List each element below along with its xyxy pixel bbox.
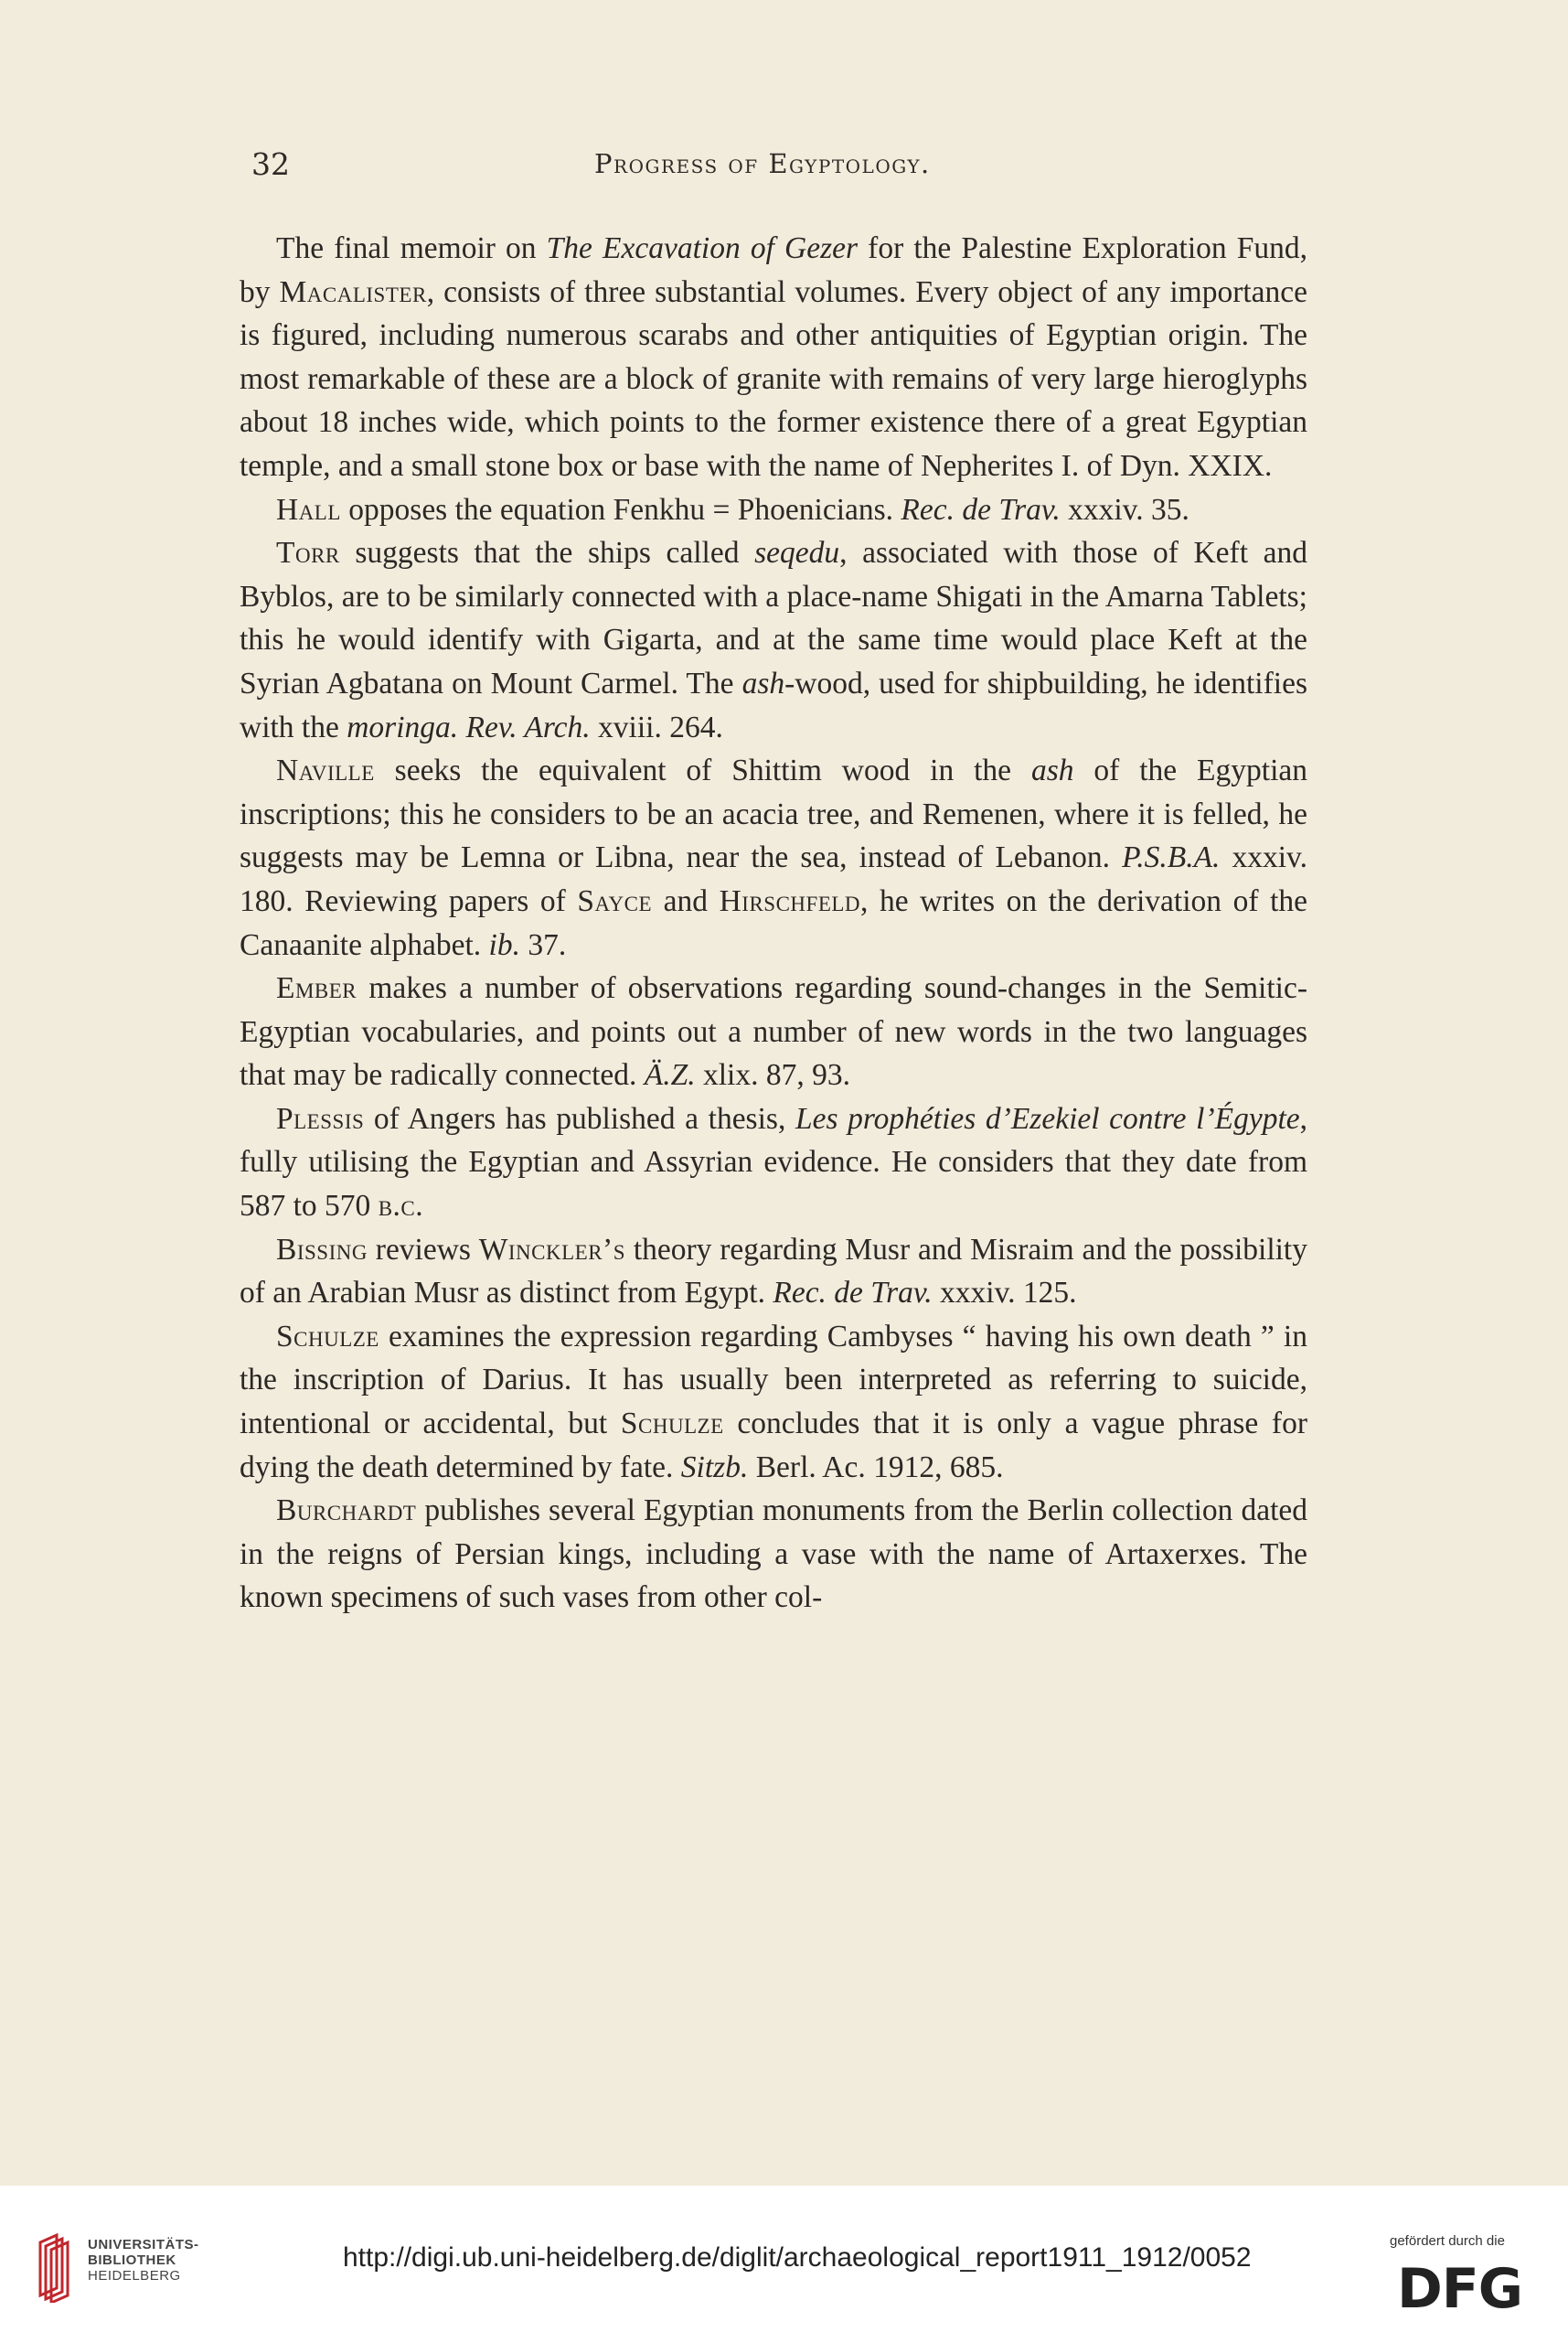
author-name: Burchardt [276,1493,417,1528]
text-run: theory regarding Musr and Misraim and the possibility of an Arabian Musr as distinct from Egypt. [240,1232,1307,1311]
text-run: xviii. 264. [590,710,723,744]
paragraph [240,1228,1307,1315]
digitization-footer [0,2186,1568,2343]
text-run: suggests that the ships called [339,536,755,571]
text-run: publishes several Egyptian monuments from the Berlin collection dated in the reigns of Persian kings, including a vase with the name of Artaxerxes. The known specimens of such vases from other col- [240,1493,1307,1615]
italic-text: ash [1030,754,1074,788]
text-run: , consists of three substantial volumes. Every object of any importance is figured, including numerous scarabs and other antiquities of Egyptian origin. The most remarkable of these are a block of granite with remains of very large hieroglyphs about 18 inches wide, which points to the former existence there of a great Egyptian temple, and a small stone box or base with the name of Nepherites I. of Dyn. XXIX. [240,274,1308,483]
text-run: reviews [367,1232,479,1267]
permalink-url[interactable]: http://digi.ub.uni-heidelberg.de/diglit/archaeological_report1911_1912/0052 [343,2242,1252,2273]
text-run: xxxiv. 125. [932,1276,1077,1311]
text-run: examines the expression regarding Cambyses “ having his own death ” in the inscription of Darius. It has usually been interpreted as referring to suicide, intentional or accidental, but [240,1319,1307,1441]
text-run: xxxiv. 35. [1060,492,1189,527]
paragraph [240,749,1307,967]
italic-text: ash [741,666,785,701]
author-name: Sayce [577,883,653,918]
text-run: -wood, used for shipbuilding, he identifies with the [240,666,1307,744]
italic-text: Rec. de Trav. [901,492,1061,527]
author-name: Schulze [276,1319,379,1353]
text-run: xxxiv. 180. Reviewing papers of [240,840,1307,918]
italic-text: seqedu [754,536,840,571]
library-name-line: HEIDELBERG [88,2268,181,2284]
author-name: Winckler’s [478,1232,626,1267]
author-name: Ember [276,971,357,1006]
italic-text: moringa. Rev. Arch. [347,710,591,744]
text-run: concludes that it is only a vague phrase for dying the death determined by fate. [240,1407,1307,1484]
italic-text: ib. [488,927,520,962]
text-run: , associated with those of Keft and Byblos, are to be similarly connected with a place-name Shigati in the Amarna Tablets; this he would identify with Gigarta, and at the same time would place Keft at the Syrian Agbatana on Mount Carmel. The [240,536,1307,701]
paragraph [240,227,1307,488]
author-name: Plessis [276,1101,365,1136]
text-run: , he writes on the derivation of the Canaanite alphabet. [240,883,1308,962]
italic-text: Rec. de Trav. [773,1276,933,1311]
text-run: and [652,883,720,918]
italic-text: Ä.Z. [644,1058,696,1093]
text-run: for the Palestine Exploration Fund, by [240,231,1308,309]
italic-text: The Excavation of Gezer [546,231,859,265]
paragraph [240,967,1307,1097]
library-logo-icon [37,2233,75,2303]
funder-label: gefördert durch die [1390,2233,1505,2249]
text-run: The final memoir on [276,231,547,265]
author-name: Macalister [279,274,427,309]
text-run: opposes the equation Fenkhu = Phoenicians. [340,492,901,527]
page-number: 32 [251,146,290,182]
author-name: Bissing [276,1232,368,1267]
library-name [88,2237,199,2284]
text-run: Berl. Ac. 1912, 685. [748,1450,1004,1484]
italic-text: P.S.B.A. [1122,840,1221,875]
body-text [240,227,1307,1620]
text-run: seeks the equivalent of Shittim wood in the [374,754,1031,788]
author-name: Naville [276,754,375,788]
text-run: xlix. 87, 93. [695,1058,850,1093]
author-name: Torr [276,536,340,571]
library-name-line: BIBLIOTHEK [88,2252,176,2268]
text-run: of Angers has published a thesis, [364,1101,795,1136]
paragraph [240,1489,1307,1620]
paragraph [240,1097,1307,1228]
library-name-line: UNIVERSITÄTS- [88,2237,199,2252]
paragraph [240,1315,1307,1489]
author-name: Schulze [620,1407,724,1441]
paragraph [240,488,1307,532]
text-run: , fully utilising the Egyptian and Assyrian evidence. He considers that they date from 587 to 570 [240,1101,1307,1224]
italic-text: Sitzb. [680,1450,749,1484]
author-name: Hirschfeld [719,883,861,918]
author-name: Hall [276,492,341,527]
running-title: Progress of Egyptology. [594,148,931,179]
text-run: makes a number of observations regarding sound-changes in the Semitic-Egyptian vocabularies, and points out a number of new words in the two languages that may be radically connected. [240,971,1307,1093]
italic-text: Les prophéties d’Ezekiel contre l’Égypte [795,1101,1300,1136]
paragraph [240,531,1307,749]
author-name: b.c. [378,1189,424,1224]
text-run: 37. [519,927,567,962]
dfg-logo: DFG [1397,2257,1523,2321]
running-head [0,146,1568,201]
text-run: of the Egyptian inscriptions; this he considers to be an acacia tree, and Remenen, where it is felled, he suggests may be Lemna or Libna, near the sea, instead of Lebanon. [240,754,1307,875]
